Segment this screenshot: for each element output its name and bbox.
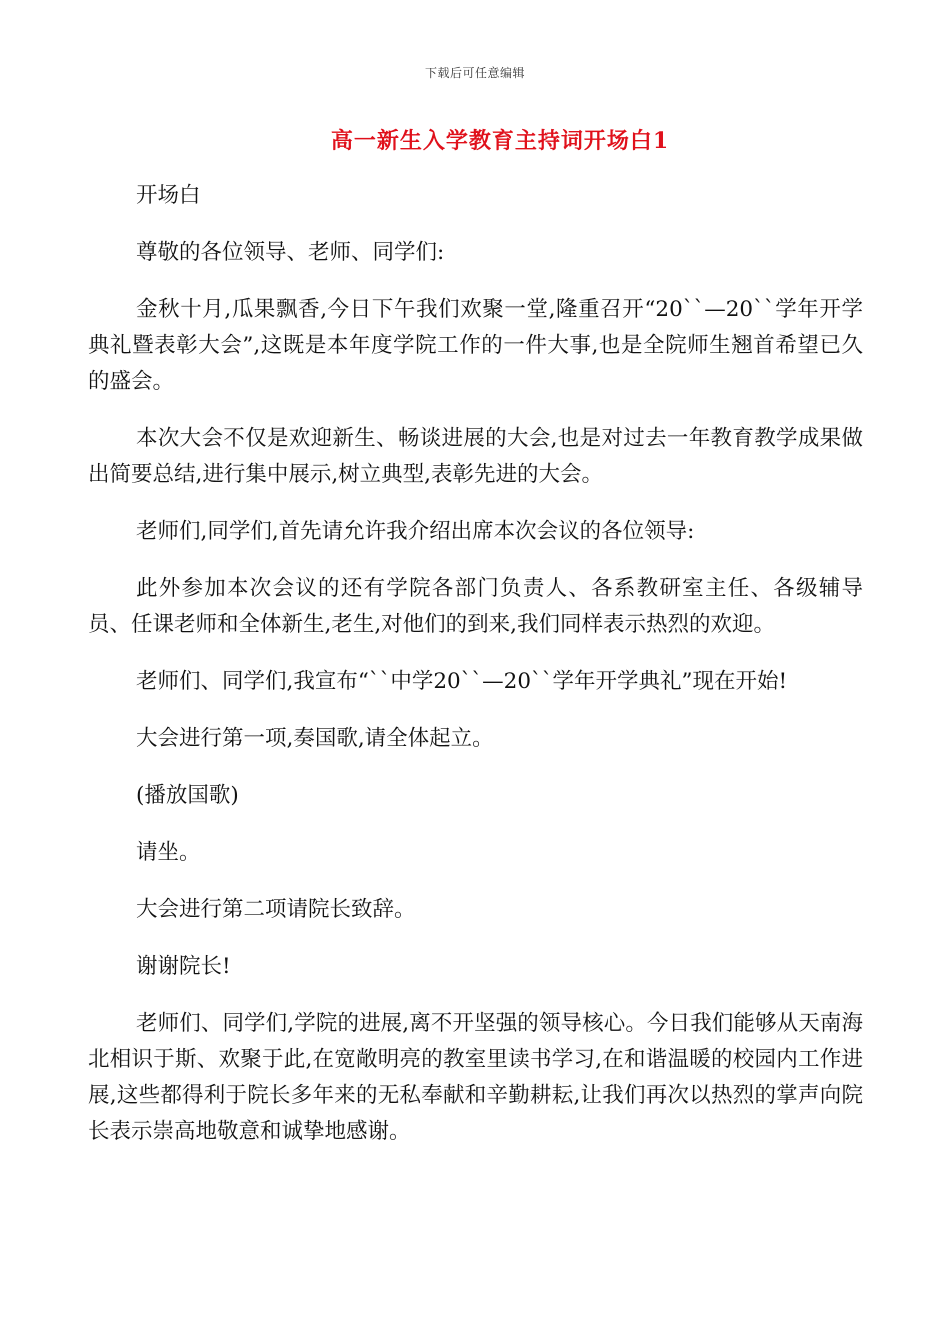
paragraph: 金秋十月,瓜果飘香,今日下午我们欢聚一堂,隆重召开“20``—20``学年开学典礼暨表彰大会”,这既是本年度学院工作的一件大事,也是全院师生翘首希望已久的盛会。 [88,297,863,394]
paragraph: 请坐。 [136,840,201,865]
paragraph: 大会进行第二项请院长致辞。 [136,897,416,922]
paragraph: 大会进行第一项,奏国歌,请全体起立。 [136,726,494,751]
header-note: 下载后可任意编辑 [424,66,525,80]
paragraph-opening-heading: 开场白 [136,183,201,208]
document-title: 高一新生入学教育主持词开场白1 [330,128,670,154]
paragraph: 此外参加本次会议的还有学院各部门负责人、各系教研室主任、各级辅导员、任课老师和全体新生,老生,对他们的到来,我们同样表示热烈的欢迎。 [88,576,863,637]
paragraph: 老师们、同学们,我宣布“``中学20``—20``学年开学典礼”现在开始! [136,669,788,694]
paragraph: 本次大会不仅是欢迎新生、畅谈进展的大会,也是对过去一年教育教学成果做出简要总结,进行集中展示,树立典型,表彰先进的大会。 [88,426,863,487]
paragraph: 老师们,同学们,首先请允许我介绍出席本次会议的各位领导: [136,519,695,544]
paragraph: (播放国歌) [136,783,239,808]
paragraph: 老师们、同学们,学院的进展,离不开坚强的领导核心。今日我们能够从天南海北相识于斯、欢聚于此,在宽敞明亮的教室里读书学习,在和谐温暖的校园内工作进展,这些都得利于院长多年来的无私奉献和辛勤耕耘,让我们再次以热烈的掌声向院长表示崇高地敬意和诚挚地感谢。 [88,1011,863,1144]
paragraph: 谢谢院长! [136,954,231,979]
document-body [88,178,863,1171]
paragraph-salutation: 尊敬的各位领导、老师、同学们: [136,240,445,265]
